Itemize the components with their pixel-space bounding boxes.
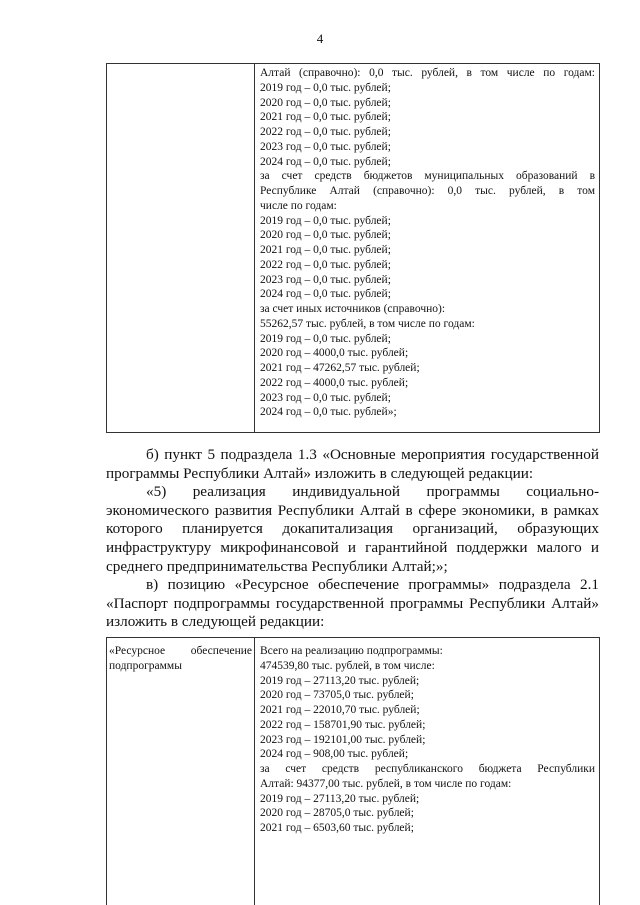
text-line: 2021 год – 0,0 тыс. рублей;: [260, 111, 391, 124]
paragraph-b: [106, 446, 599, 483]
text-line: программы Республики Алтай» изложить в следующей редакции:: [106, 464, 534, 482]
text-line: 2024 год – 908,00 тыс. рублей;: [260, 748, 409, 761]
row-label-line: «Ресурсное обеспечение: [109, 645, 252, 657]
text-line: 2023 год – 0,0 тыс. рублей;: [260, 391, 391, 404]
text-line: «Паспорт подпрограммы государственной программы Республики Алтай»: [106, 594, 599, 612]
text-line: 2019 год – 27113,20 тыс. рублей;: [260, 792, 420, 805]
subprogram-resource-table: [106, 637, 600, 905]
text-line: б) пункт 5 подраздела 1.3 «Основные мероприятия государственной: [146, 446, 599, 463]
text-line: экономического развития Республики Алтай в сфере экономики, в рамках: [106, 501, 599, 519]
text-line: за счет средств республиканского бюджета Республики: [260, 763, 595, 775]
text-line: 2022 год – 0,0 тыс. рублей;: [260, 126, 391, 138]
text-line: 2022 год – 0,0 тыс. рублей;: [260, 258, 391, 271]
text-line: 2020 год – 0,0 тыс. рублей;: [260, 96, 391, 109]
text-line: 2019 год – 27113,20 тыс. рублей;: [260, 674, 420, 687]
text-line: 2023 год – 192101,00 тыс. рублей;: [260, 733, 426, 746]
text-line: 2021 год – 0,0 тыс. рублей;: [260, 244, 391, 256]
text-line: Алтай (справочно): 0,0 тыс. рублей, в том числе по годам:: [260, 67, 595, 79]
table1-right-cell: [255, 64, 600, 433]
text-line: Республике Алтай (справочно): 0,0 тыс. рублей, в том: [260, 185, 595, 197]
text-line: 2020 год – 73705,0 тыс. рублей;: [260, 689, 414, 702]
text-line: 2020 год – 28705,0 тыс. рублей;: [260, 807, 414, 820]
paragraph-item-5: [106, 483, 599, 576]
text-line: Всего на реализацию подпрограммы:: [260, 645, 443, 657]
text-line: 2023 год – 0,0 тыс. рублей;: [260, 273, 391, 286]
text-line: 2019 год – 0,0 тыс. рублей;: [260, 332, 391, 345]
text-line: инфраструктуру микрофинансовой и гарантийной поддержки малого и: [106, 538, 599, 556]
paragraph-v: [106, 576, 599, 632]
text-line: за счет иных источников (справочно):: [260, 303, 446, 315]
text-line: изложить в следующей редакции:: [106, 613, 325, 631]
text-line: 2024 год – 0,0 тыс. рублей»;: [260, 406, 397, 419]
text-line: Алтай: 94377,00 тыс. рублей, в том числе по годам:: [260, 777, 512, 790]
page-number: 4: [316, 31, 324, 46]
text-line: за счет средств бюджетов муниципальных образований в: [260, 170, 595, 183]
text-line: 2024 год – 0,0 тыс. рублей;: [260, 155, 391, 168]
table2-right-cell: [255, 638, 600, 905]
text-line: 474539,80 тыс. рублей, в том числе:: [260, 659, 435, 672]
text-line: среднего предпринимательства Республики Алтай;»;: [106, 557, 448, 575]
body-text: [106, 446, 599, 632]
text-line: «5) реализация индивидуальной программы социально-: [146, 483, 599, 501]
text-line: числе по годам:: [260, 199, 337, 212]
text-line: 2020 год – 4000,0 тыс. рублей;: [260, 347, 409, 360]
text-line: 2022 год – 4000,0 тыс. рублей;: [260, 376, 409, 389]
text-line: 2019 год – 0,0 тыс. рублей;: [260, 214, 391, 227]
text-line: 2019 год – 0,0 тыс. рублей;: [260, 81, 391, 94]
text-line: 2021 год – 47262,57 тыс. рублей;: [260, 362, 420, 374]
text-line: 2021 год – 22010,70 тыс. рублей;: [260, 704, 420, 716]
text-line: 55262,57 тыс. рублей, в том числе по годам:: [260, 317, 475, 330]
row-label-line: подпрограммы: [109, 659, 182, 672]
text-line: 2024 год – 0,0 тыс. рублей;: [260, 288, 391, 301]
text-line: 2023 год – 0,0 тыс. рублей;: [260, 140, 391, 153]
table2-left-cell: [107, 638, 255, 905]
resource-table-continued: [106, 63, 600, 433]
text-line: 2020 год – 0,0 тыс. рублей;: [260, 229, 391, 242]
text-line: в) позицию «Ресурсное обеспечение программы» подраздела 2.1: [146, 576, 599, 594]
text-line: 2021 год – 6503,60 тыс. рублей;: [260, 822, 414, 834]
text-line: 2022 год – 158701,90 тыс. рублей;: [260, 718, 426, 731]
table1-left-cell: [107, 64, 255, 433]
text-line: которого планируется докапитализация организаций, образующих: [106, 520, 599, 538]
